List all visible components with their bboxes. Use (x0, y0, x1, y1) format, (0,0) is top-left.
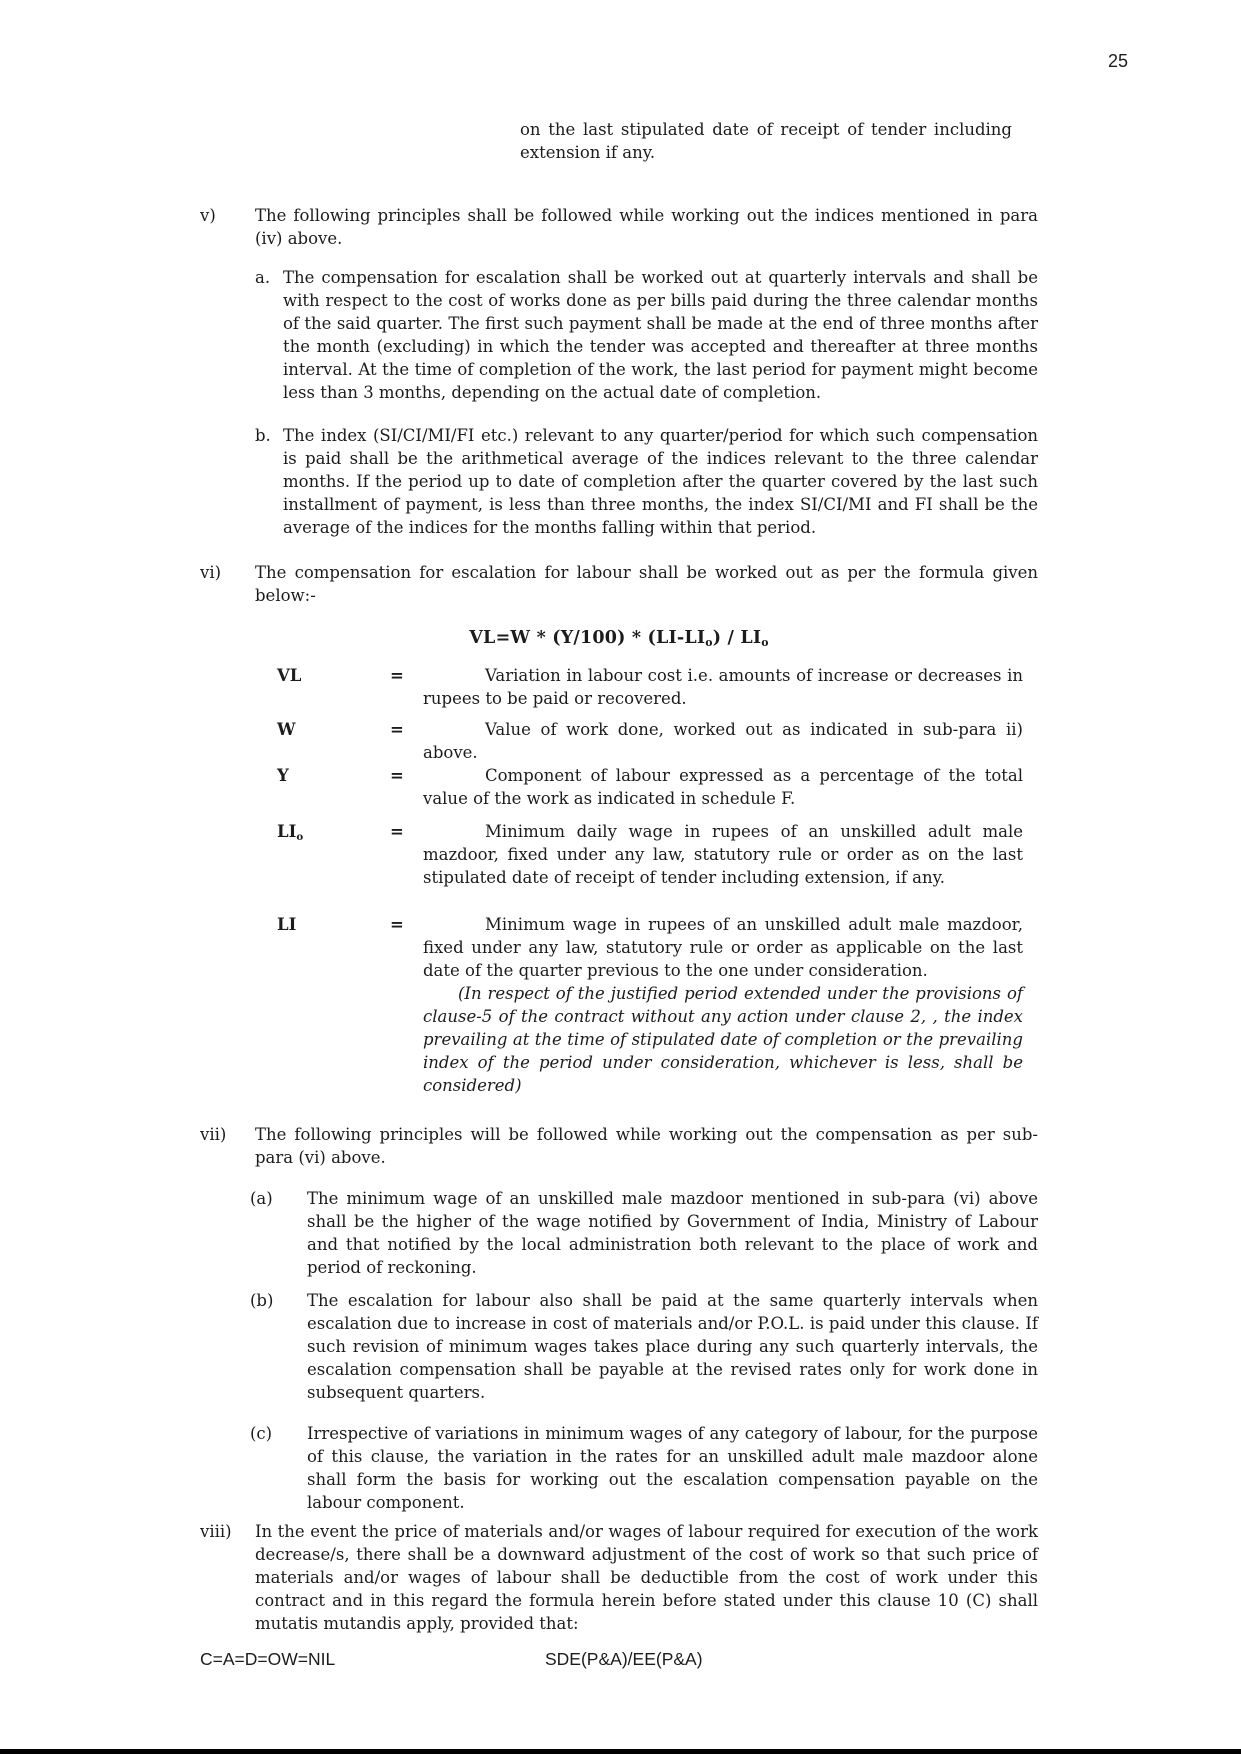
definition-lio-text: Minimum daily wage in rupees of an unskilled adult male mazdoor, fixed under any law, statutory rule or order as on the last stipulated date of receipt of tender including extension, if any. (423, 822, 1023, 887)
definition-li-text: Minimum wage in rupees of an unskilled adult male mazdoor, fixed under any law, statutory rule or order as applicable on the last date of the quarter previous to the one under consideration. (423, 915, 1023, 980)
page-number: 25 (1108, 51, 1129, 71)
clause-v-marker: v) (200, 206, 216, 225)
equals-sign: = (390, 915, 404, 934)
clause-vii-sub-a-text: The minimum wage of an unskilled male mazdoor mentioned in sub-para (vi) above shall be the higher of the wage notified by Government of India, Ministry of Labour and that notified by the local administration both relevant to the place of work and period of reckoning. (307, 1189, 1038, 1277)
clause-vii-text: The following principles will be followed while working out the compensation as per sub-para (vi) above. (255, 1125, 1038, 1167)
equals-sign: = (390, 822, 404, 841)
clause-vii-sub-b (250, 1289, 1038, 1404)
term-lio (277, 820, 390, 889)
equals-sign: = (390, 720, 404, 739)
clause-v-sub-a-text: The compensation for escalation shall be worked out at quarterly intervals and shall be with respect to the cost of works done as per bills paid during the three calendar months of the said quarter. The first such payment shall be made at the end of three months after the month (excluding) in which the tender was accepted and thereafter at three months interval. At the time of completion of the work, the last period for payment might become less than 3 months, depending on the actual date of completion. (283, 268, 1038, 402)
term-y-label: Y (277, 766, 289, 785)
clause-vi (200, 561, 1038, 607)
definition-y-text: Component of labour expressed as a percentage of the total value of the work as indicated in schedule F. (423, 766, 1023, 808)
formula-part-1: VL=W * (Y/100) * (LI-LI (469, 628, 706, 648)
footer-signatory: SDE(P&A)/EE(P&A) (545, 1649, 703, 1669)
definition-w-column (423, 718, 1023, 764)
term-vl (277, 664, 390, 710)
clause-vii-sub-c-marker: (c) (250, 1424, 273, 1443)
definition-row-y (277, 764, 1038, 810)
term-lio-subscript: o (296, 830, 304, 843)
clause-vii-sub-a (250, 1187, 1038, 1279)
clause-v-sub-a-marker: a. (255, 268, 271, 287)
clause-vii-sub-c (250, 1422, 1038, 1514)
document-content (200, 118, 1038, 1635)
definition-li-italic-note: (In respect of the justified period extended under the provisions of clause-5 of the contract without any action under clause 2, , the index prevailing at the time of stipulated date of completion or the prevailing index of the period under consideration, whichever is less, shall be considered) (423, 984, 1023, 1095)
clause-v-sub-b (255, 424, 1038, 539)
clause-vii (200, 1123, 1038, 1169)
term-lio-label: LI (277, 822, 297, 841)
formula-part-2: ) / LI (712, 628, 762, 648)
formula-subscript-2: o (761, 635, 769, 649)
clause-v-sub-b-marker: b. (255, 426, 271, 445)
clause-viii-marker: viii) (200, 1522, 232, 1541)
clause-vii-marker: vii) (200, 1125, 227, 1144)
clause-vi-text: The compensation for escalation for labour shall be worked out as per the formula given below:- (255, 563, 1038, 605)
definition-vl-text: Variation in labour cost i.e. amounts of increase or decreases in rupees to be paid or recovered. (423, 666, 1023, 708)
clause-vii-sub-c-text: Irrespective of variations in minimum wages of any category of labour, for the purpose of this clause, the variation in the rates for an unskilled adult male mazdoor alone shall form the basis for working out the escalation compensation payable on the labour component. (307, 1424, 1038, 1512)
clause-viii-text: In the event the price of materials and/or wages of labour required for execution of the work decrease/s, there shall be a downward adjustment of the cost of work so that such price of materials and/or wages of labour shall be deductible from the cost of work under this contract and in this regard the formula herein before stated under this clause 10 (C) shall mutatis mutandis apply, provided that: (255, 1522, 1038, 1633)
continuation-paragraph: on the last stipulated date of receipt of tender including extension if any. (520, 120, 1012, 162)
term-li (277, 913, 390, 1097)
footer-reference-code: C=A=D=OW=NIL (200, 1649, 336, 1669)
clause-vii-sub-b-marker: (b) (250, 1291, 274, 1310)
term-vl-label: VL (277, 666, 302, 685)
definition-row-li (277, 913, 1038, 1097)
clause-vii-sub-a-marker: (a) (250, 1189, 273, 1208)
term-w-label: W (277, 720, 296, 739)
labour-escalation-formula (200, 627, 1038, 650)
equals-sign: = (390, 666, 404, 685)
equals-sign: = (390, 766, 404, 785)
clause-v-sub-b-text: The index (SI/CI/MI/FI etc.) relevant to any quarter/period for which such compensation is paid shall be the arithmetical average of the indices relevant to the three calendar months. If the period up to date of completion after the quarter covered by the last such installment of payment, is less than three months, the index SI/CI/MI and FI shall be the average of the indices for the months falling within that period. (283, 426, 1038, 537)
term-w (277, 718, 390, 764)
definition-lio-column (423, 820, 1023, 889)
clause-v-sub-a (255, 266, 1038, 404)
clause-v-text: The following principles shall be followed while working out the indices mentioned in para (iv) above. (255, 206, 1038, 248)
formula-subscript-1: o (705, 635, 713, 649)
formula-definitions (200, 664, 1038, 1097)
term-y (277, 764, 390, 810)
definition-row-w (277, 718, 1038, 764)
definition-row-lio (277, 820, 1038, 889)
definition-w-text: Value of work done, worked out as indicated in sub-para ii) above. (423, 720, 1023, 762)
clause-v (200, 204, 1038, 250)
definition-li-column (423, 913, 1023, 1097)
definition-row-vl (277, 664, 1038, 710)
clause-vi-marker: vi) (200, 563, 222, 582)
page-bottom-edge (0, 1749, 1241, 1754)
definition-y-column (423, 764, 1023, 810)
definition-vl-column (423, 664, 1023, 710)
clause-vii-sub-b-text: The escalation for labour also shall be paid at the same quarterly intervals when escalation due to increase in cost of materials and/or P.O.L. is paid under this clause. If such revision of minimum wages takes place during any such quarterly intervals, the escalation compensation shall be payable at the revised rates only for work done in subsequent quarters. (307, 1291, 1038, 1402)
term-li-label: LI (277, 915, 297, 934)
clause-viii (200, 1520, 1038, 1635)
